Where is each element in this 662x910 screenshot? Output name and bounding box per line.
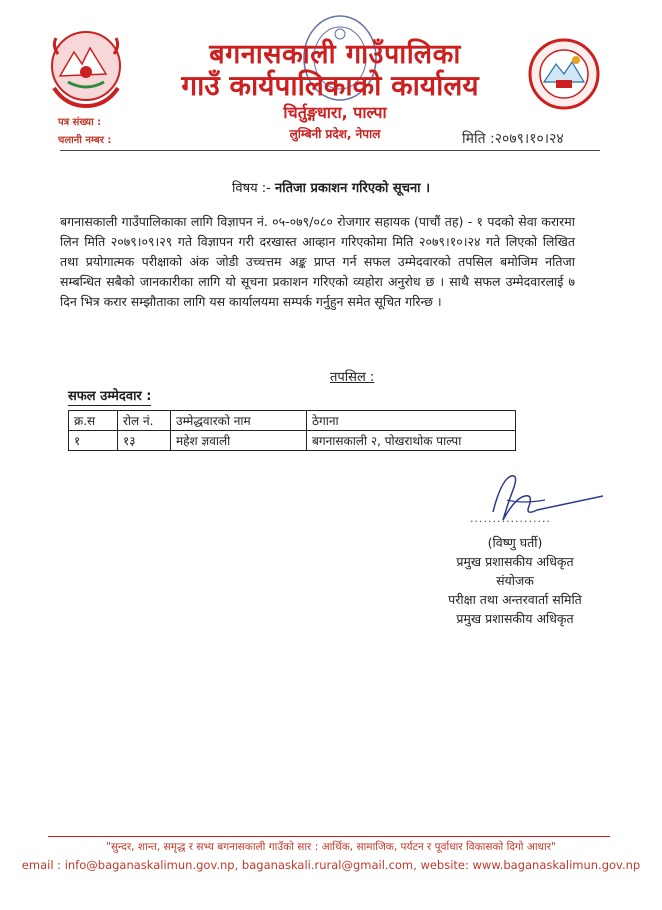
header-address: ठेगाना: [307, 411, 516, 431]
cell-name: महेश ज्ञवाली: [171, 431, 307, 451]
signatory-name: (विष्णु घर्ती): [487, 535, 543, 550]
subject-text: नतिजा प्रकाशन गरिएको सूचना ।: [274, 181, 430, 196]
table-header-row: [69, 411, 516, 431]
nepal-emblem-logo: [46, 26, 126, 110]
subject-line: [0, 178, 662, 196]
org-name-line2: गाउँ कार्यपालिकाको कार्यालय: [181, 69, 479, 102]
letter-date: मिति :२०७९।१०।२४: [462, 131, 564, 147]
footer-slogan: "सुन्दर, शान्त, समृद्ध र सभ्य बगनासकाली गाउँको सार : आर्थिक, सामाजिक, पर्यटन र पूर्वाधार विकासको दिगो आधार": [106, 841, 556, 853]
success-candidates-heading: सफल उम्मेदवार :: [68, 386, 151, 406]
signatory-title-4: प्रमुख प्रशासकीय अधिकृत: [456, 611, 574, 626]
cell-address: बगनासकाली २, पोखराथोक पाल्पा: [307, 431, 516, 451]
candidates-table: [68, 410, 516, 451]
org-name-line1: बगनासकाली गाउँपालिका: [209, 39, 461, 70]
signatory-title-3: परीक्षा तथा अन्तरवार्ता समिति: [448, 592, 582, 607]
header-name: उम्मेद्धवारको नाम: [171, 411, 307, 431]
subject-label: विषय :-: [231, 181, 271, 196]
chalani-number-label: चलानी नम्बर :: [58, 135, 112, 146]
patra-sankhya-label: पत्र संख्या :: [58, 117, 102, 128]
tapasil-heading: तपसिल :: [330, 370, 375, 385]
header-roll: रोल नं.: [118, 411, 171, 431]
cell-serial: १: [69, 431, 118, 451]
table-row: [69, 431, 516, 451]
cell-roll: १३: [118, 431, 171, 451]
signatory-block: [400, 533, 630, 628]
header-divider: [60, 150, 600, 151]
header-serial: क्र.स: [69, 411, 118, 431]
footer-divider: [48, 836, 610, 837]
office-address-line2: लुम्बिनी प्रदेश, नेपाल: [289, 127, 381, 141]
office-address-line1: चिर्तुङ्गधारा, पाल्पा: [283, 103, 387, 122]
signature-dots: ..................: [470, 512, 551, 525]
notice-paragraph: बगनासकाली गाउँपालिकाका लागि विज्ञापन नं. ०५-०७९/०८० रोजगार सहायक (पाचौं तह) - १ पदको सेवा करारमा लिन मिति २०७९।०९।२९ गते विज्ञापन गरी दरखास्त आव्हान गरिएकोमा मिति २०७९।१०।२४ गते लिएको लिखित तथा प्रयोगात्मक परीक्षाको अंक जोडी उच्चत्तम अङ्क प्राप्त गर्न सफल उम्मेदवारको तपसिल बमोजिम नतिजा सम्बन्धित सबैको जानकारीका लागि यो सूचना प्रकाशन गरिएको व्यहोरा अनुरोध छ । साथै सफल उम्मेदवारलाई ७ दिन भित्र करार सम्झौताका लागि यस कार्यालयमा सम्पर्क गर्नुहुन समेत सूचित गरिन्छ ।: [60, 214, 575, 309]
signatory-title-1: प्रमुख प्रशासकीय अधिकृत: [456, 554, 574, 569]
signatory-title-2: संयोजक: [496, 573, 534, 588]
footer-contact: email : info@baganaskalimun.gov.np, baganaskali.rural@gmail.com, website: www.baganaskalimun.gov.np: [21, 858, 641, 872]
municipality-logo: [526, 36, 602, 112]
